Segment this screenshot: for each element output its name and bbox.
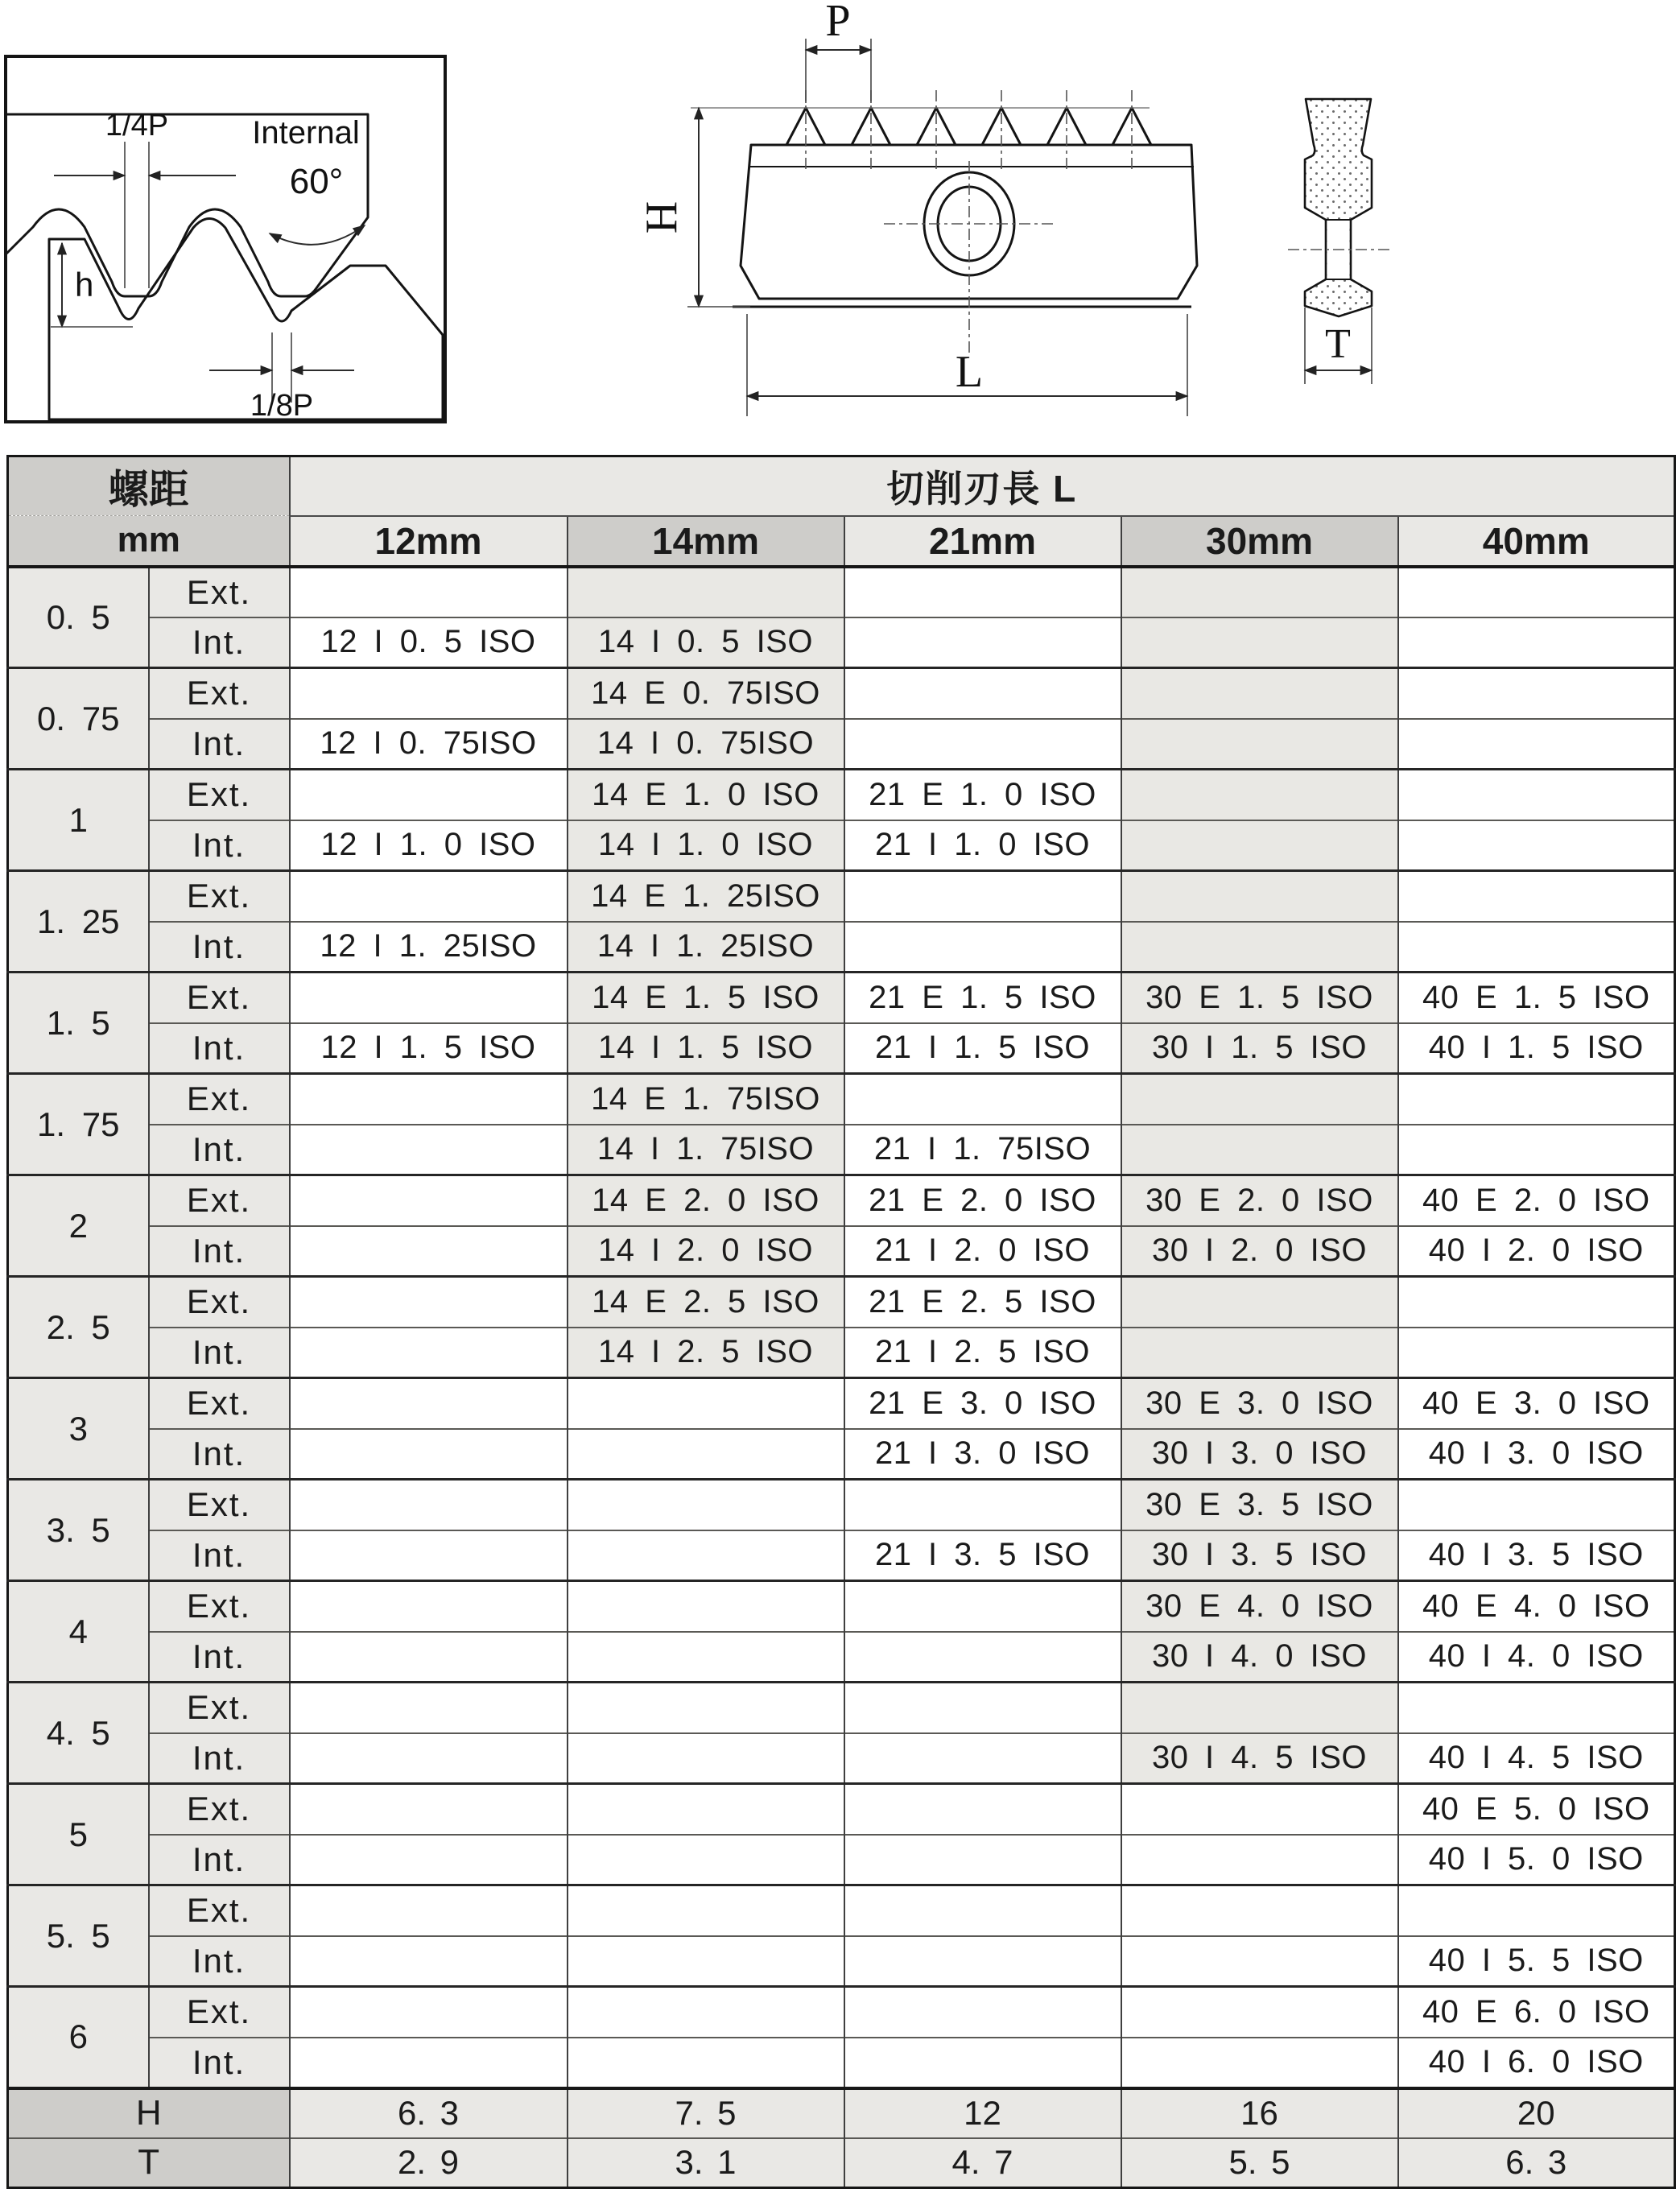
spec-cell xyxy=(568,1987,844,2038)
table-row xyxy=(8,1125,1675,1175)
row-label-int: Int. xyxy=(149,1632,290,1683)
spec-cell: 21 E 3. 0 ISO xyxy=(844,1378,1121,1429)
spec-cell: 40 E 5. 0 ISO xyxy=(1398,1784,1675,1835)
spec-cell xyxy=(1398,719,1675,770)
spec-cell xyxy=(290,871,568,922)
table-row xyxy=(8,1328,1675,1378)
spec-cell xyxy=(290,1632,568,1683)
spec-cell xyxy=(290,1936,568,1987)
spec-cell: 30 E 4. 0 ISO xyxy=(1121,1581,1398,1632)
spec-cell: 30 E 2. 0 ISO xyxy=(1121,1175,1398,1226)
row-label-ext: Ext. xyxy=(149,1987,290,2038)
pitch-value: 4. 5 xyxy=(8,1683,149,1784)
spec-cell xyxy=(1121,922,1398,973)
row-label-ext: Ext. xyxy=(149,1885,290,1936)
table-row xyxy=(8,1378,1675,1429)
row-label-ext: Ext. xyxy=(149,1683,290,1733)
spec-cell xyxy=(290,1480,568,1530)
table-row xyxy=(8,1530,1675,1581)
edge-length-header: 切削刃長 L xyxy=(290,456,1675,516)
pitch-unit-header: mm xyxy=(8,516,290,567)
spec-cell xyxy=(844,871,1121,922)
table-row xyxy=(8,973,1675,1023)
spec-cell xyxy=(290,1125,568,1175)
spec-cell xyxy=(290,1733,568,1784)
pitch-value: 1 xyxy=(8,770,149,871)
table-row xyxy=(8,1023,1675,1074)
footer-value: 6. 3 xyxy=(290,2088,568,2138)
spec-cell: 12 I 1. 5 ISO xyxy=(290,1023,568,1074)
spec-cell xyxy=(1398,1277,1675,1328)
spec-cell xyxy=(290,1074,568,1125)
spec-cell: 40 I 5. 5 ISO xyxy=(1398,1936,1675,1987)
table-row xyxy=(8,1175,1675,1226)
table-row xyxy=(8,1277,1675,1328)
table-row xyxy=(8,1835,1675,1885)
spec-cell xyxy=(290,1429,568,1480)
row-label-int: Int. xyxy=(149,1125,290,1175)
column-header-21mm: 21mm xyxy=(844,516,1121,567)
thickness-dim-label: T xyxy=(1325,321,1351,367)
spec-cell xyxy=(1121,567,1398,617)
spec-cell xyxy=(290,567,568,617)
height-dim-label: H xyxy=(637,200,687,234)
pitch-value: 0. 5 xyxy=(8,567,149,668)
row-label-ext: Ext. xyxy=(149,973,290,1023)
spec-cell: 30 I 3. 5 ISO xyxy=(1121,1530,1398,1581)
pitch-value: 5 xyxy=(8,1784,149,1885)
row-label-ext: Ext. xyxy=(149,1175,290,1226)
pitch-dim-label: P xyxy=(825,0,851,46)
eighth-pitch-label: 1/8P xyxy=(250,389,314,423)
spec-cell xyxy=(844,1733,1121,1784)
spec-cell xyxy=(568,1683,844,1733)
spec-cell: 21 I 1. 5 ISO xyxy=(844,1023,1121,1074)
spec-cell xyxy=(844,617,1121,668)
spec-cell: 21 I 1. 75ISO xyxy=(844,1125,1121,1175)
spec-cell xyxy=(568,1581,844,1632)
row-label-ext: Ext. xyxy=(149,871,290,922)
table-row xyxy=(8,1226,1675,1277)
spec-cell xyxy=(568,1480,844,1530)
column-header-40mm: 40mm xyxy=(1398,516,1675,567)
spec-cell: 14 I 1. 25ISO xyxy=(568,922,844,973)
spec-cell: 40 E 4. 0 ISO xyxy=(1398,1581,1675,1632)
row-label-int: Int. xyxy=(149,617,290,668)
table-row xyxy=(8,1429,1675,1480)
spec-cell xyxy=(1121,871,1398,922)
spec-cell: 21 E 2. 0 ISO xyxy=(844,1175,1121,1226)
row-label-ext: Ext. xyxy=(149,668,290,719)
spec-cell xyxy=(1398,1480,1675,1530)
footer-value: 4. 7 xyxy=(844,2138,1121,2188)
spec-cell: 12 I 0. 5 ISO xyxy=(290,617,568,668)
spec-cell: 30 I 1. 5 ISO xyxy=(1121,1023,1398,1074)
pitch-value: 2 xyxy=(8,1175,149,1277)
table-row xyxy=(8,2038,1675,2088)
spec-cell: 21 E 2. 5 ISO xyxy=(844,1277,1121,1328)
row-label-int: Int. xyxy=(149,1530,290,1581)
spec-cell xyxy=(290,1987,568,2038)
spec-cell xyxy=(290,1378,568,1429)
spec-cell: 40 I 1. 5 ISO xyxy=(1398,1023,1675,1074)
spec-cell: 14 I 2. 0 ISO xyxy=(568,1226,844,1277)
spec-cell xyxy=(568,1835,844,1885)
spec-cell xyxy=(568,1936,844,1987)
spec-cell: 40 E 1. 5 ISO xyxy=(1398,973,1675,1023)
spec-cell: 40 E 6. 0 ISO xyxy=(1398,1987,1675,2038)
insert-side-view-diagram xyxy=(1280,24,1441,403)
row-label-ext: Ext. xyxy=(149,1074,290,1125)
quarter-pitch-label: 1/4P xyxy=(105,109,169,142)
footer-value: 3. 1 xyxy=(568,2138,844,2188)
table-row xyxy=(8,617,1675,668)
spec-cell: 21 E 1. 5 ISO xyxy=(844,973,1121,1023)
spec-cell: 21 I 3. 0 ISO xyxy=(844,1429,1121,1480)
pitch-value: 0. 75 xyxy=(8,668,149,770)
pitch-value: 1. 5 xyxy=(8,973,149,1074)
spec-cell: 14 I 0. 5 ISO xyxy=(568,617,844,668)
spec-cell xyxy=(844,1835,1121,1885)
footer-value: 16 xyxy=(1121,2088,1398,2138)
spec-table-footer xyxy=(8,2088,1675,2188)
table-row xyxy=(8,1987,1675,2038)
spec-cell xyxy=(568,1429,844,1480)
spec-cell xyxy=(1121,668,1398,719)
spec-cell xyxy=(1398,1885,1675,1936)
footer-value: 2. 9 xyxy=(290,2138,568,2188)
pitch-value: 3. 5 xyxy=(8,1480,149,1581)
spec-cell xyxy=(290,1885,568,1936)
thread-depth-label: h xyxy=(75,266,94,304)
spec-cell xyxy=(844,567,1121,617)
spec-cell xyxy=(844,1683,1121,1733)
spec-cell xyxy=(844,668,1121,719)
spec-cell: 30 I 3. 0 ISO xyxy=(1121,1429,1398,1480)
row-label-int: Int. xyxy=(149,1733,290,1784)
table-row xyxy=(8,1885,1675,1936)
spec-cell xyxy=(290,1784,568,1835)
spec-cell xyxy=(844,1480,1121,1530)
spec-cell: 14 E 1. 25ISO xyxy=(568,871,844,922)
table-row xyxy=(8,668,1675,719)
spec-cell xyxy=(290,770,568,820)
spec-cell: 40 I 3. 5 ISO xyxy=(1398,1530,1675,1581)
length-dim-label: L xyxy=(955,347,984,397)
spec-cell xyxy=(1398,1074,1675,1125)
row-label-int: Int. xyxy=(149,1936,290,1987)
column-header-30mm: 30mm xyxy=(1121,516,1398,567)
table-row xyxy=(8,871,1675,922)
spec-cell: 21 I 1. 0 ISO xyxy=(844,820,1121,871)
spec-cell xyxy=(1121,770,1398,820)
spec-cell: 14 I 1. 75ISO xyxy=(568,1125,844,1175)
footer-value: 6. 3 xyxy=(1398,2138,1675,2188)
spec-cell xyxy=(568,1885,844,1936)
footer-value: 5. 5 xyxy=(1121,2138,1398,2188)
row-label-int: Int. xyxy=(149,1023,290,1074)
spec-cell xyxy=(1121,820,1398,871)
row-label-int: Int. xyxy=(149,2038,290,2088)
pitch-value: 5. 5 xyxy=(8,1885,149,1987)
footer-label: H xyxy=(8,2088,290,2138)
spec-cell: 12 I 0. 75ISO xyxy=(290,719,568,770)
spec-cell xyxy=(1121,1683,1398,1733)
footer-value: 12 xyxy=(844,2088,1121,2138)
spec-cell xyxy=(1121,1125,1398,1175)
spec-cell: 40 I 2. 0 ISO xyxy=(1398,1226,1675,1277)
spec-cell: 30 I 2. 0 ISO xyxy=(1121,1226,1398,1277)
spec-cell: 21 I 3. 5 ISO xyxy=(844,1530,1121,1581)
table-row xyxy=(8,1581,1675,1632)
spec-cell xyxy=(290,1835,568,1885)
pitch-header: 螺距 xyxy=(8,456,290,516)
row-label-int: Int. xyxy=(149,1835,290,1885)
column-header-14mm: 14mm xyxy=(568,516,844,567)
internal-label: Internal xyxy=(252,115,360,151)
spec-cell: 40 I 3. 0 ISO xyxy=(1398,1429,1675,1480)
row-label-ext: Ext. xyxy=(149,1581,290,1632)
table-row xyxy=(8,770,1675,820)
spec-cell: 14 E 1. 0 ISO xyxy=(568,770,844,820)
table-row xyxy=(8,719,1675,770)
spec-cell: 40 I 5. 0 ISO xyxy=(1398,1835,1675,1885)
spec-cell: 30 E 3. 0 ISO xyxy=(1121,1378,1398,1429)
spec-cell xyxy=(1398,567,1675,617)
pitch-value: 1. 25 xyxy=(8,871,149,973)
table-row xyxy=(8,1632,1675,1683)
spec-cell xyxy=(1398,922,1675,973)
table-row xyxy=(8,567,1675,617)
pitch-value: 3 xyxy=(8,1378,149,1480)
spec-cell xyxy=(290,1581,568,1632)
spec-cell: 14 E 2. 5 ISO xyxy=(568,1277,844,1328)
spec-cell xyxy=(290,1175,568,1226)
spec-cell: 14 E 1. 5 ISO xyxy=(568,973,844,1023)
row-label-int: Int. xyxy=(149,922,290,973)
spec-cell xyxy=(1398,1125,1675,1175)
row-label-int: Int. xyxy=(149,1226,290,1277)
spec-cell xyxy=(290,1277,568,1328)
row-label-int: Int. xyxy=(149,1328,290,1378)
row-label-int: Int. xyxy=(149,1429,290,1480)
row-label-int: Int. xyxy=(149,820,290,871)
spec-cell xyxy=(1398,1328,1675,1378)
spec-cell xyxy=(1121,1328,1398,1378)
spec-cell xyxy=(290,1226,568,1277)
table-row xyxy=(8,1683,1675,1733)
pitch-value: 4 xyxy=(8,1581,149,1683)
spec-cell: 12 I 1. 0 ISO xyxy=(290,820,568,871)
footer-value: 20 xyxy=(1398,2088,1675,2138)
spec-cell: 30 E 1. 5 ISO xyxy=(1121,973,1398,1023)
footer-row xyxy=(8,2088,1675,2138)
spec-cell xyxy=(1398,871,1675,922)
row-label-ext: Ext. xyxy=(149,1277,290,1328)
spec-cell xyxy=(568,1784,844,1835)
row-label-ext: Ext. xyxy=(149,1378,290,1429)
spec-cell xyxy=(290,1530,568,1581)
spec-cell xyxy=(290,1328,568,1378)
insert-front-view-diagram xyxy=(628,0,1240,451)
spec-cell: 14 I 2. 5 ISO xyxy=(568,1328,844,1378)
spec-cell xyxy=(290,973,568,1023)
spec-cell xyxy=(1121,1277,1398,1328)
spec-cell: 21 I 2. 5 ISO xyxy=(844,1328,1121,1378)
spec-cell xyxy=(290,1683,568,1733)
spec-cell xyxy=(1398,1683,1675,1733)
table-row xyxy=(8,922,1675,973)
spec-cell: 14 I 1. 5 ISO xyxy=(568,1023,844,1074)
thread-profile-diagram xyxy=(4,55,447,425)
spec-cell xyxy=(1121,1835,1398,1885)
spec-cell xyxy=(1121,1885,1398,1936)
spec-cell xyxy=(844,1885,1121,1936)
pitch-value: 2. 5 xyxy=(8,1277,149,1378)
spec-cell xyxy=(568,2038,844,2088)
footer-value: 7. 5 xyxy=(568,2088,844,2138)
spec-cell xyxy=(844,1632,1121,1683)
spec-cell: 14 E 0. 75ISO xyxy=(568,668,844,719)
spec-cell: 21 E 1. 0 ISO xyxy=(844,770,1121,820)
diagrams-section xyxy=(0,0,1680,455)
spec-cell: 40 I 4. 0 ISO xyxy=(1398,1632,1675,1683)
spec-cell xyxy=(1398,617,1675,668)
row-label-ext: Ext. xyxy=(149,770,290,820)
spec-cell xyxy=(1121,1784,1398,1835)
spec-cell: 12 I 1. 25ISO xyxy=(290,922,568,973)
pitch-value: 1. 75 xyxy=(8,1074,149,1175)
spec-cell xyxy=(290,668,568,719)
spec-cell xyxy=(1121,617,1398,668)
spec-cell: 14 E 1. 75ISO xyxy=(568,1074,844,1125)
spec-cell xyxy=(568,1632,844,1683)
spec-cell: 40 E 2. 0 ISO xyxy=(1398,1175,1675,1226)
table-row xyxy=(8,1480,1675,1530)
row-label-int: Int. xyxy=(149,719,290,770)
table-row xyxy=(8,1936,1675,1987)
spec-cell: 14 I 1. 0 ISO xyxy=(568,820,844,871)
spec-cell xyxy=(1121,1936,1398,1987)
spec-cell: 40 I 4. 5 ISO xyxy=(1398,1733,1675,1784)
spec-table-header xyxy=(8,456,1675,567)
spec-cell xyxy=(844,1784,1121,1835)
spec-cell xyxy=(844,922,1121,973)
spec-cell xyxy=(844,2038,1121,2088)
table-row xyxy=(8,1784,1675,1835)
spec-cell xyxy=(1121,1987,1398,2038)
column-header-12mm: 12mm xyxy=(290,516,568,567)
thread-angle-label: 60° xyxy=(289,162,344,201)
row-label-ext: Ext. xyxy=(149,567,290,617)
table-row xyxy=(8,1733,1675,1784)
spec-cell: 21 I 2. 0 ISO xyxy=(844,1226,1121,1277)
table-row xyxy=(8,1074,1675,1125)
spec-cell xyxy=(568,1378,844,1429)
spec-cell xyxy=(568,1733,844,1784)
spec-cell: 40 E 3. 0 ISO xyxy=(1398,1378,1675,1429)
spec-cell xyxy=(844,1074,1121,1125)
spec-table xyxy=(6,455,1676,2189)
pitch-value: 6 xyxy=(8,1987,149,2088)
spec-cell xyxy=(1398,668,1675,719)
spec-cell xyxy=(290,2038,568,2088)
spec-table-body xyxy=(8,567,1675,2088)
footer-row xyxy=(8,2138,1675,2188)
insert-side-silhouette xyxy=(1305,99,1372,316)
spec-cell xyxy=(844,1936,1121,1987)
spec-cell xyxy=(568,567,844,617)
spec-cell xyxy=(1398,820,1675,871)
spec-cell: 30 I 4. 0 ISO xyxy=(1121,1632,1398,1683)
spec-cell xyxy=(844,719,1121,770)
spec-cell xyxy=(568,1530,844,1581)
table-row xyxy=(8,820,1675,871)
spec-cell: 30 E 3. 5 ISO xyxy=(1121,1480,1398,1530)
spec-cell: 40 I 6. 0 ISO xyxy=(1398,2038,1675,2088)
spec-cell xyxy=(1121,1074,1398,1125)
row-label-ext: Ext. xyxy=(149,1480,290,1530)
spec-cell xyxy=(1121,719,1398,770)
spec-cell xyxy=(844,1987,1121,2038)
spec-cell: 30 I 4. 5 ISO xyxy=(1121,1733,1398,1784)
spec-cell: 14 E 2. 0 ISO xyxy=(568,1175,844,1226)
footer-label: T xyxy=(8,2138,290,2188)
row-label-ext: Ext. xyxy=(149,1784,290,1835)
spec-cell: 14 I 0. 75ISO xyxy=(568,719,844,770)
spec-cell xyxy=(844,1581,1121,1632)
spec-cell xyxy=(1121,2038,1398,2088)
spec-cell xyxy=(1398,770,1675,820)
